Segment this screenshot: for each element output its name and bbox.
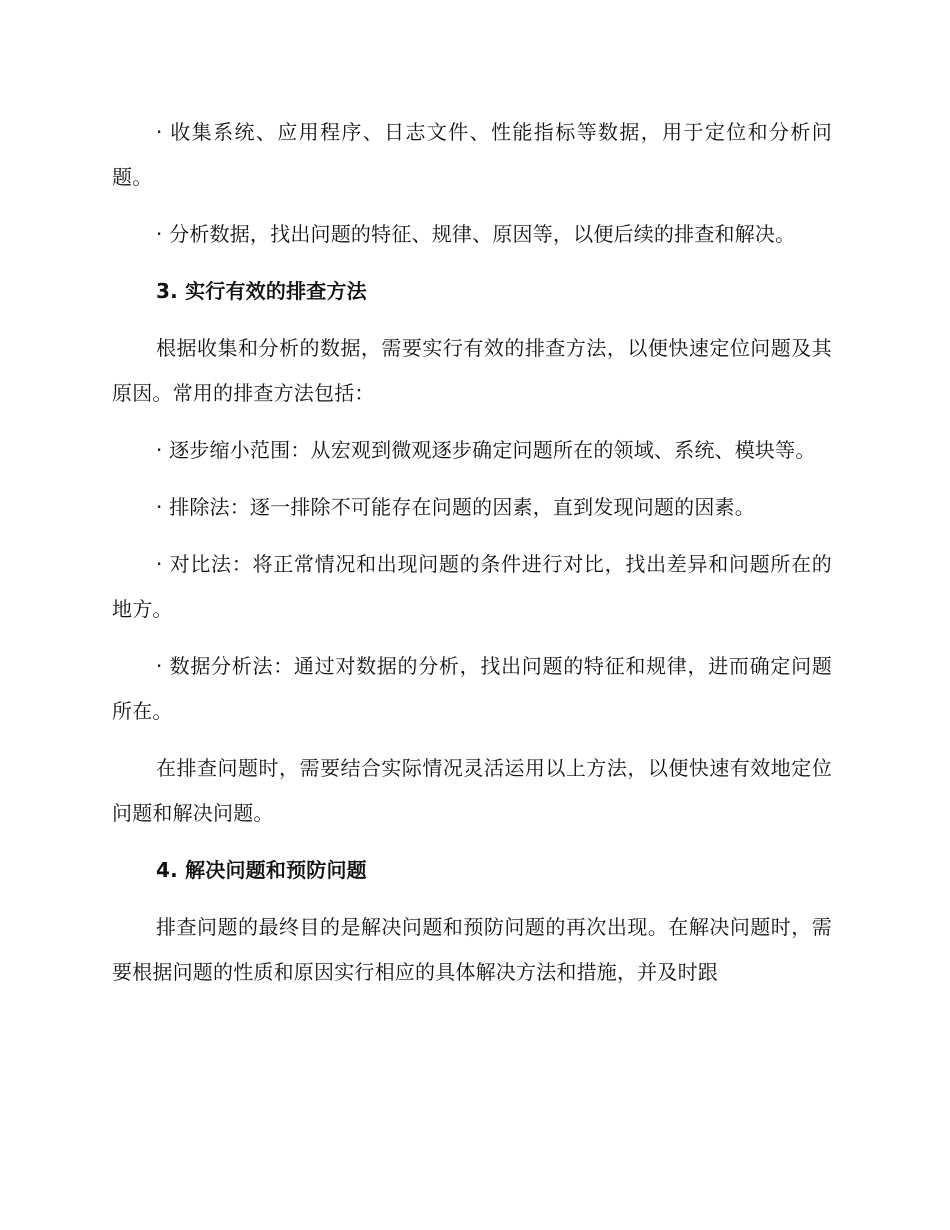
bullet-elimination: · 排除法：逐一排除不可能存在问题的因素，直到发现问题的因素。 (156, 495, 755, 519)
bullet-analyze-data: · 分析数据，找出问题的特征、规律、原因等，以便后续的排查和解决。 (156, 222, 796, 246)
bullet-narrow-scope: · 逐步缩小范围：从宏观到微观逐步确定问题所在的领域、系统、模块等。 (156, 438, 816, 462)
section-heading-3: 3. 实行有效的排查方法 (156, 279, 367, 303)
bullet-data-analysis: · 数据分析法：通过对数据的分析，找出问题的特征和规律，进而确定问题所在。 (112, 654, 832, 723)
document-body (112, 110, 832, 1007)
section-heading-4: 4. 解决问题和预防问题 (156, 858, 367, 882)
bullet-collect-data: · 收集系统、应用程序、日志文件、性能指标等数据，用于定位和分析问题。 (112, 120, 832, 189)
bullet-comparison: · 对比法：将正常情况和出现问题的条件进行对比，找出差异和问题所在的地方。 (112, 552, 832, 621)
paragraph-resolve-prevent: 排查问题的最终目的是解决问题和预防问题的再次出现。在解决问题时，需要根据问题的性质和原因实行相应的具体解决方法和措施，并及时跟 (112, 915, 832, 984)
paragraph-flexible-use: 在排查问题时，需要结合实际情况灵活运用以上方法，以便快速有效地定位问题和解决问题。 (112, 756, 832, 825)
paragraph-methods-intro: 根据收集和分析的数据，需要实行有效的排查方法，以便快速定位问题及其原因。常用的排查方法包括： (112, 336, 832, 405)
